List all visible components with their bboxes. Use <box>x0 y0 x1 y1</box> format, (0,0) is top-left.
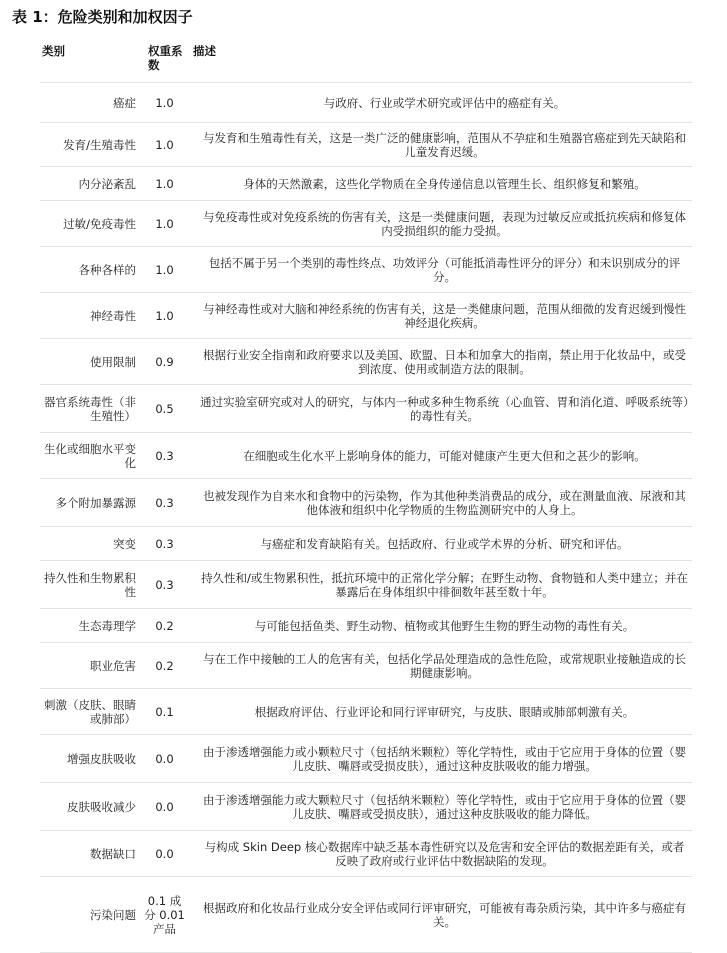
category-cell: 突变 <box>113 536 136 551</box>
description-cell: 与在工作中接触的工人的危害有关，包括化学品处理造成的急性危险，或常规职业接触造成的长期健康影响。 <box>203 651 686 680</box>
table-title: 表 1：危险类别和加权因子 <box>12 8 193 26</box>
description-cell: 与神经毒性或对大脑和神经系统的伤害有关，这是一类健康问题，范围从细微的发育迟缓到慢性神经退化疾病。 <box>203 301 686 330</box>
description-cell: 与政府、行业或学术研究或评估中的癌症有关。 <box>323 95 566 110</box>
description-cell: 与发育和生殖毒性有关，这是一类广泛的健康影响，范围从不孕症和生殖器官癌症到先天缺陷和儿童发育迟缓。 <box>203 130 686 159</box>
category-cell: 内分泌紊乱 <box>78 176 136 191</box>
table-row <box>40 689 692 735</box>
description-cell: 也被发现作为自来水和食物中的污染物，作为其他种类消费品的成分，或在测量血液、尿液和其他体液和组织中化学物质的生物监测研究中的人身上。 <box>203 488 686 517</box>
weight-cell: 0.1 成分 0.01 产品 <box>144 893 185 936</box>
description-cell: 根据政府评估、行业评论和同行评审研究，与皮肤、眼睛或肺部刺激有关。 <box>254 704 635 719</box>
category-cell: 污染问题 <box>90 907 136 922</box>
table-row <box>40 167 692 201</box>
category-cell: 癌症 <box>113 95 136 110</box>
category-cell: 多个附加暴露源 <box>55 495 136 510</box>
weight-cell: 0.0 <box>155 799 174 814</box>
description-cell: 与癌症和发育缺陷有关。包括政府、行业或学术界的分析、研究和评估。 <box>260 536 629 551</box>
category-cell: 持久性和生物累积性 <box>44 570 136 599</box>
table-row <box>40 201 692 247</box>
description-cell: 与构成 Skin Deep 核心数据库中缺乏基本毒性研究以及危害和安全评估的数据差距有关，或者反映了政府或行业评估中数据缺陷的发现。 <box>204 839 685 868</box>
weight-cell: 0.3 <box>155 536 174 551</box>
table-row <box>40 643 692 689</box>
table-row <box>40 479 692 527</box>
hazard-table <box>40 38 692 953</box>
weight-cell: 1.0 <box>155 216 174 231</box>
table-row <box>40 609 692 643</box>
table-row <box>40 123 692 167</box>
description-cell: 根据政府和化妆品行业成分安全评估或同行评审研究，可能被有毒杂质污染，其中许多与癌症有关。 <box>203 900 686 929</box>
weight-cell: 0.2 <box>155 658 174 673</box>
description-cell: 包括不属于另一个类别的毒性终点、功效评分（可能抵消毒性评分的评分）和未识别成分的评分。 <box>208 255 681 284</box>
category-cell: 数据缺口 <box>90 846 136 861</box>
category-cell: 使用限制 <box>90 354 136 369</box>
header-description: 描述 <box>193 44 216 58</box>
weight-cell: 1.0 <box>155 176 174 191</box>
description-cell: 由于渗透增强能力或小颗粒尺寸（包括纳米颗粒）等化学特性，或由于它应用于身体的位置（婴儿皮肤、嘴唇或受损皮肤），通过这种皮肤吸收的能力增强。 <box>203 744 686 773</box>
weight-cell: 1.0 <box>155 137 174 152</box>
description-cell: 根据行业安全指南和政府要求以及美国、欧盟、日本和加拿大的指南，禁止用于化妆品中，或受到浓度、使用或制造方法的限制。 <box>203 347 686 376</box>
weight-cell: 0.3 <box>155 448 174 463</box>
weight-cell: 0.9 <box>155 354 174 369</box>
description-cell: 与免疫毒性或对免疫系统的伤害有关，这是一类健康问题，表现为过敏反应或抵抗疾病和修复体内受损组织的能力受损。 <box>203 209 686 238</box>
table-row <box>40 385 692 433</box>
table-row <box>40 83 692 123</box>
table-header <box>40 38 692 83</box>
category-cell: 增强皮肤吸收 <box>67 751 136 766</box>
weight-cell: 0.2 <box>155 618 174 633</box>
category-cell: 职业危害 <box>90 658 136 673</box>
description-cell: 持久性和/或生物累积性，抵抗环境中的正常化学分解；在野生动物、食物链和人类中建立；并在暴露后在身体组织中徘徊数年甚至数十年。 <box>201 570 688 599</box>
table-row <box>40 247 692 293</box>
category-cell: 过敏/免疫毒性 <box>63 216 136 231</box>
category-cell: 器官系统毒性（非生殖性） <box>44 394 136 423</box>
table-row <box>40 783 692 831</box>
weight-cell: 0.3 <box>155 577 174 592</box>
category-cell: 刺激（皮肤、眼睛或肺部） <box>44 697 136 726</box>
description-cell: 与可能包括鱼类、野生动物、植物或其他野生生物的野生动物的毒性有关。 <box>254 618 635 633</box>
category-cell: 生态毒理学 <box>78 618 136 633</box>
category-cell: 神经毒性 <box>90 308 136 323</box>
table-row <box>40 831 692 877</box>
weight-cell: 0.3 <box>155 495 174 510</box>
weight-cell: 1.0 <box>155 308 174 323</box>
table-row <box>40 433 692 479</box>
weight-cell: 1.0 <box>155 262 174 277</box>
table-row <box>40 561 692 609</box>
description-cell: 通过实验室研究或对人的研究，与体内一种或多种生物系统（心血管、胃和消化道、呼吸系统等）的毒性有关。 <box>200 394 689 423</box>
table-row <box>40 735 692 783</box>
category-cell: 发育/生殖毒性 <box>63 137 136 152</box>
header-category: 类别 <box>42 44 65 58</box>
table-row <box>40 339 692 385</box>
table-body <box>40 83 692 953</box>
table-row <box>40 293 692 339</box>
description-cell: 在细胞或生化水平上影响身体的能力，可能对健康产生更大但和之甚少的影响。 <box>243 448 646 463</box>
table-row <box>40 877 692 953</box>
table-row <box>40 527 692 561</box>
weight-cell: 0.0 <box>155 751 174 766</box>
description-cell: 由于渗透增强能力或大颗粒尺寸（包括纳米颗粒）等化学特性，或由于它应用于身体的位置（婴儿皮肤、嘴唇或受损皮肤），通过这种皮肤吸收的能力降低。 <box>203 792 686 821</box>
weight-cell: 0.0 <box>155 846 174 861</box>
description-cell: 身体的天然激素，这些化学物质在全身传递信息以管理生长、组织修复和繁殖。 <box>243 176 646 191</box>
weight-cell: 1.0 <box>155 95 174 110</box>
category-cell: 各种各样的 <box>78 262 136 277</box>
weight-cell: 0.5 <box>155 401 174 416</box>
category-cell: 生化或细胞水平变化 <box>44 441 136 470</box>
category-cell: 皮肤吸收减少 <box>67 799 136 814</box>
header-weight: 权重系数 <box>148 44 183 72</box>
weight-cell: 0.1 <box>155 704 174 719</box>
